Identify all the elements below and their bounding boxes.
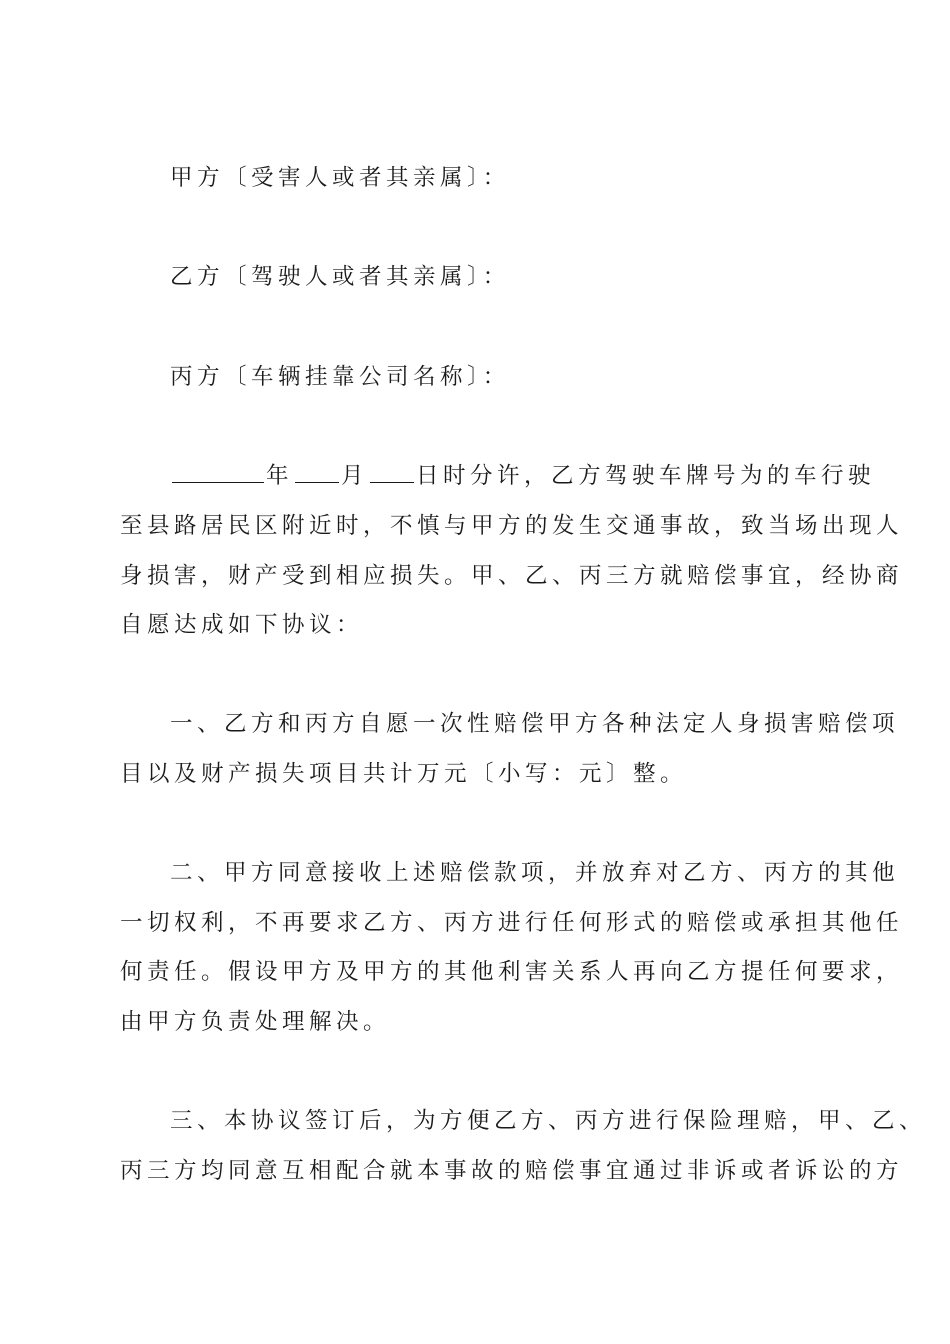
clause-2-line-1: 二、甲方同意接收上述赔偿款项，并放弃对乙方、丙方的其他	[170, 860, 900, 886]
year-blank	[172, 460, 264, 483]
intro-line-1-text: 日时分许，乙方驾驶车牌号为的车行驶	[416, 463, 876, 489]
intro-line-3: 身损害，财产受到相应损失。甲、乙、丙三方就赔偿事宜，经协商	[120, 563, 904, 589]
intro-line-1	[170, 460, 890, 492]
clause-1-line-2: 目以及财产损失项目共计万元〔小写：元〕整。	[120, 761, 688, 787]
month-blank	[295, 460, 339, 483]
party-c-line: 丙方〔车辆挂靠公司名称〕：	[170, 364, 510, 390]
clause-1-line-1: 一、乙方和丙方自愿一次性赔偿甲方各种法定人身损害赔偿项	[170, 711, 900, 737]
party-b-line: 乙方〔驾驶人或者其亲属〕：	[170, 264, 510, 290]
month-label: 月	[341, 463, 369, 489]
intro-line-2: 至县路居民区附近时，不慎与甲方的发生交通事故，致当场出现人	[120, 513, 904, 539]
year-label: 年	[266, 463, 294, 489]
clause-3-line-1: 三、本协议签订后，为方便乙方、丙方进行保险理赔，甲、乙、	[170, 1108, 927, 1134]
clause-2-line-3: 何责任。假设甲方及甲方的其他利害关系人再向乙方提任何要求，	[120, 959, 904, 985]
clause-3-line-2: 丙三方均同意互相配合就本事故的赔偿事宜通过非诉或者诉讼的方	[120, 1158, 904, 1184]
party-a-line: 甲方〔受害人或者其亲属〕：	[170, 165, 510, 191]
clause-2-line-2: 一切权利，不再要求乙方、丙方进行任何形式的赔偿或承担其他任	[120, 910, 904, 936]
intro-line-4: 自愿达成如下协议：	[120, 612, 364, 638]
day-blank	[370, 460, 414, 483]
clause-2-line-4: 由甲方负责处理解决。	[120, 1009, 391, 1035]
